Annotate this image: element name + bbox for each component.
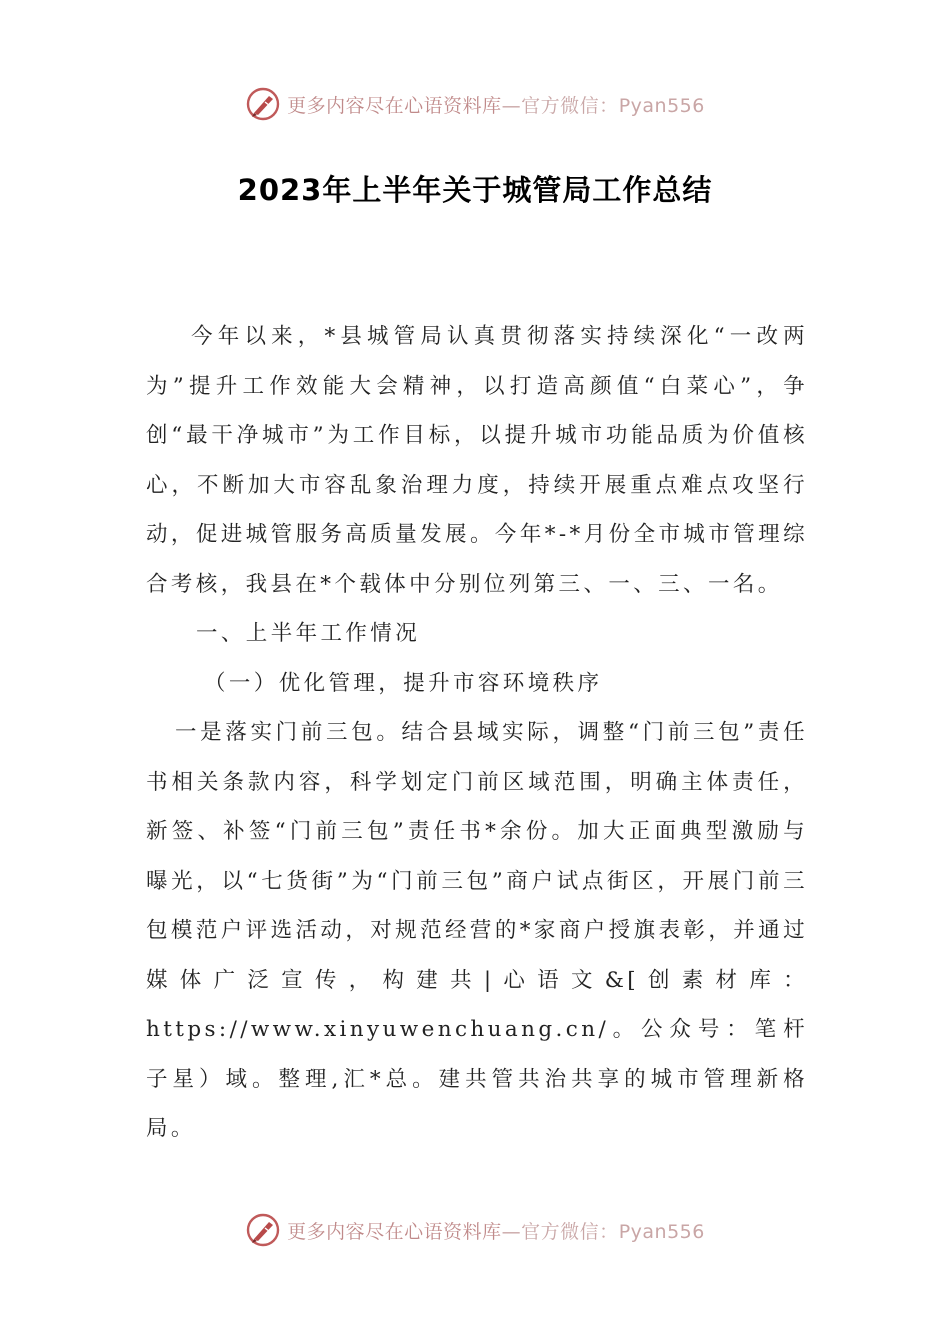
subsection-heading: （一）优化管理，提升市容环境秩序 [204, 670, 603, 696]
body-paragraph: 一是落实门前三包。结合县域实际，调整“门前三包”责任书相关条款内容，科学划定门前区域范围，明确主体责任，新签、补签“门前三包”责任书*余份。加大正面典型激励与曝光，以“七货街”为“门前三包”商户试点街区，开展门前三包模范户评选活动，对规范经营的*家商户授旗表彰，并通过媒体广泛宣传，构建共|心语文&[创素材库：https://www.xinyuwenchuang.cn/。公众号：笔杆子星）域。整理,汇*总。建共管共治共享的城市管理新格局。 [146, 720, 808, 1141]
banner-wechat-id: Pyan556 [618, 1220, 705, 1243]
pen-logo-icon [245, 1212, 281, 1248]
banner-main-text: 更多内容尽在心语资料库 [287, 1220, 502, 1243]
intro-paragraph: 今年以来，*县城管局认真贯彻落实持续深化“一改两为”提升工作效能大会精神，以打造高颜值“白菜心”，争创“最干净城市”为工作目标，以提升城市功能品质为价值核心，不断加大市容乱象治理力度，持续开展重点难点攻坚行动，促进城管服务高质量发展。今年*-*月份全市城市管理综合考核，我县在*个载体中分别位列第三、一、三、一名。 [146, 324, 808, 597]
header-banner [0, 84, 950, 124]
pen-logo-icon [245, 86, 281, 122]
document-body [146, 312, 808, 1154]
banner-main-text: 更多内容尽在心语资料库 [287, 94, 502, 117]
banner-dash: — [501, 1220, 522, 1243]
banner-wechat-id: Pyan556 [618, 94, 705, 117]
document-title: 2023年上半年关于城管局工作总结 [237, 173, 713, 207]
footer-banner [0, 1210, 950, 1250]
banner-official-label: 官方微信： [521, 94, 619, 117]
banner-dash: — [501, 94, 522, 117]
banner-text [287, 1217, 705, 1244]
section-heading: 一、上半年工作情况 [196, 621, 421, 646]
banner-text [287, 91, 705, 118]
banner-official-label: 官方微信： [521, 1220, 619, 1243]
